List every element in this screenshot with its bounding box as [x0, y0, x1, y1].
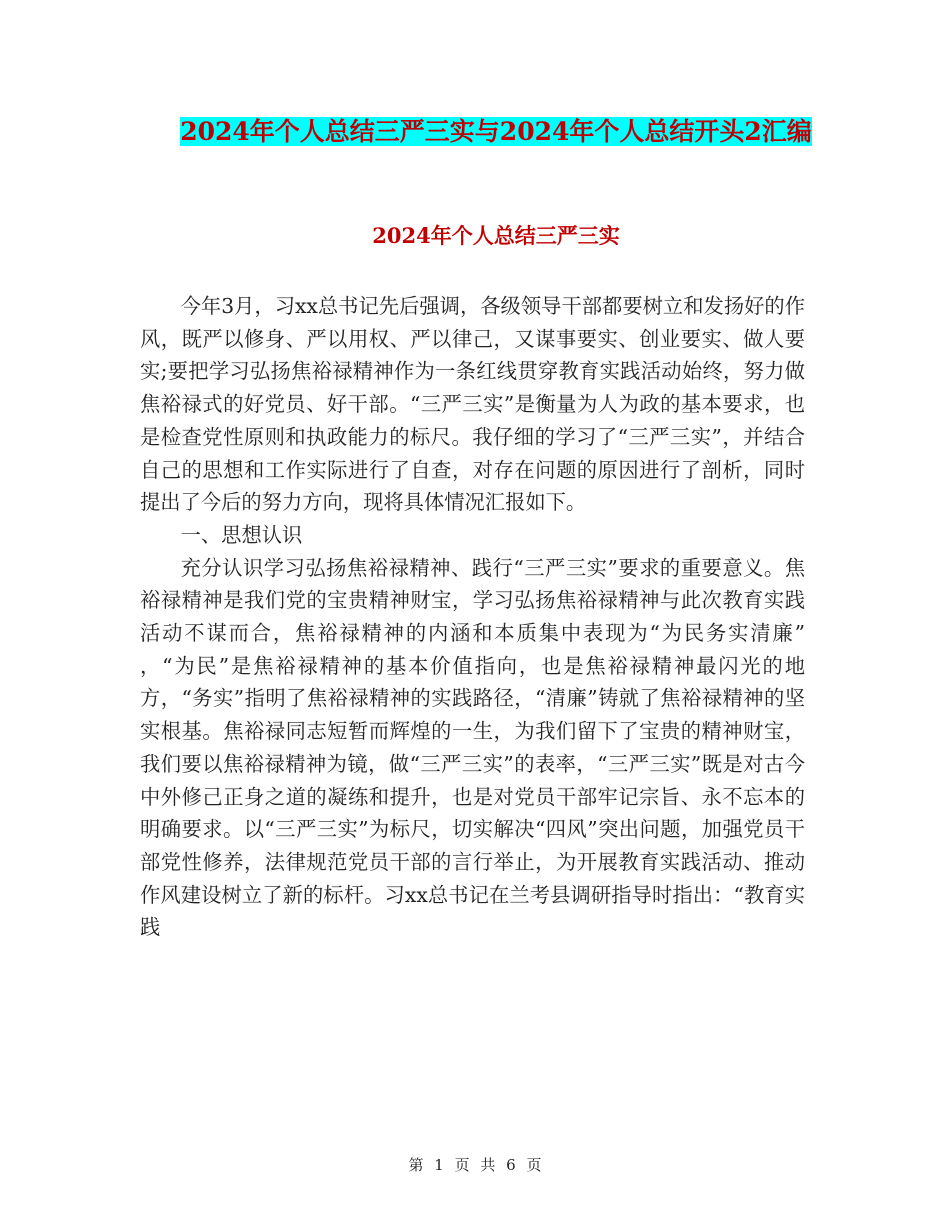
paragraph-heading: 一、思想认识 — [180, 522, 303, 547]
section-title: 2024年个人总结三严三实 — [372, 223, 620, 248]
paragraph: 今年3月，习xx总书记先后强调，各级领导干部都要树立和发扬好的作风，既严以修身、严以用权、严以律己，又谋事要实、创业要实、做人要实;要把学习弘扬焦裕禄精神作为一条红线贯穿教育实践活动始终，努力做焦裕禄式的好党员、好干部。“三严三实”是衡量为人为政的基本要求，也是检查党性原则和执政能力的标尺。我仔细的学习了“三严三实”，并结合自己的思想和工作实际进行了自查，对存在问题的原因进行了剖析，同时提出了今后的努力方向，现将具体情况汇报如下。 — [140, 294, 805, 515]
page-footer: 第 1 页 共 6 页 — [408, 1156, 542, 1174]
document-title — [140, 110, 852, 154]
paragraph: 充分认识学习弘扬焦裕禄精神、践行“三严三实”要求的重要意义。焦裕禄精神是我们党的宝贵精神财宝，学习弘扬焦裕禄精神与此次教育实践活动不谋而合，焦裕禄精神的内涵和本质集中表现为“为民务实清廉” ，“为民”是焦裕禄精神的基本价值指向，也是焦裕禄精神最闪光的地方，“务实”指明了焦裕禄精神的实践路径，“清廉”铸就了焦裕禄精神的坚实根基。焦裕禄同志短暂而辉煌的一生，为我们留下了宝贵的精神财宝，我们要以焦裕禄精神为镜，做“三严三实”的表率，“三严三实”既是对古今中外修己正身之道的凝练和提升，也是对党员干部牢记宗旨、永不忘本的明确要求。以“三严三实”为标尺，切实解决“四风”突出问题，加强党员干部党性修养，法律规范党员干部的言行举止，为开展教育实践活动、推动作风建设树立了新的标杆。习xx总书记在兰考县调研指导时指出：“教育实践 — [140, 555, 805, 940]
document-title-text: 2024年个人总结三严三实与2024年个人总结开头2汇编 — [180, 117, 812, 146]
document-body — [140, 290, 805, 944]
